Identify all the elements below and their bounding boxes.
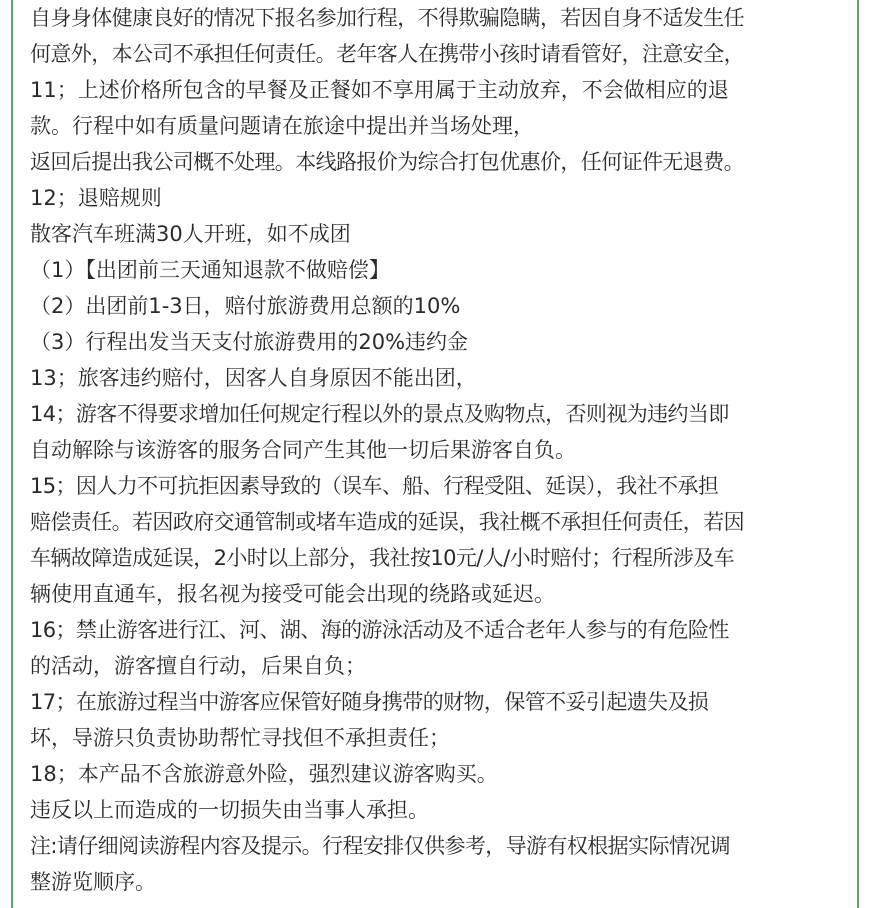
text-line: 12；退赔规则 — [30, 186, 162, 210]
text-line: （3）行程出发当天支付旅游费用的20%违约金 — [30, 330, 469, 354]
text-line: 车辆故障造成延误，2小时以上部分，我社按10元/人/小时赔付；行程所涉及车 — [30, 546, 735, 570]
text-line: 15；因人力不可抗拒因素导致的（误车、船、行程受阻、延误），我社不承担 — [30, 474, 719, 498]
text-line: 11；上述价格所包含的早餐及正餐如不享用属于主动放弃，不会做相应的退 — [30, 78, 729, 102]
text-line: 18；本产品不含旅游意外险，强烈建议游客购买。 — [30, 762, 498, 786]
text-line: 16；禁止游客进行江、河、湖、海的游泳活动及不适合老年人参与的有危险性 — [30, 618, 729, 642]
text-line: 辆使用直通车，报名视为接受可能会出现的绕路或延迟。 — [30, 582, 555, 606]
text-line: 款。行程中如有质量问题请在旅途中提出并当场处理， — [30, 114, 534, 138]
text-line: 注:请仔细阅读游程内容及提示。行程安排仅供参考，导游有权根据实际情况调 — [30, 834, 731, 858]
text-line: 17；在旅游过程当中游客应保管好随身携带的财物，保管不妥引起遗失及损 — [30, 690, 709, 714]
terms-text-block — [30, 0, 848, 900]
text-line: 何意外，本公司不承担任何责任。老年客人在携带小孩时请看管好，注意安全， — [30, 42, 744, 66]
text-line: 自动解除与该游客的服务合同产生其他一切后果游客自负。 — [30, 438, 576, 462]
text-line: 散客汽车班满30人开班，如不成团 — [30, 222, 351, 246]
text-line: 13；旅客违约赔付，因客人自身原因不能出团， — [30, 366, 477, 390]
text-line: （2）出团前1-3日，赔付旅游费用总额的10% — [30, 294, 461, 318]
text-line: 整游览顺序。 — [30, 870, 156, 894]
text-line: 的活动，游客擅自行动，后果自负； — [30, 654, 366, 678]
text-line: 赔偿责任。若因政府交通管制或堵车造成的延误，我社概不承担任何责任，若因 — [30, 510, 744, 534]
text-line: 坏，导游只负责协助帮忙寻找但不承担责任； — [30, 726, 450, 750]
text-line: 自身身体健康良好的情况下报名参加行程，不得欺骗隐瞒，若因自身不适发生任 — [30, 6, 744, 30]
text-line: 返回后提出我公司概不处理。本线路报价为综合打包优惠价，任何证件无退费。 — [30, 150, 744, 174]
text-line: 14；游客不得要求增加任何规定行程以外的景点及购物点，否则视为违约当即 — [30, 402, 729, 426]
text-line: （1）【出团前三天通知退款不做赔偿】 — [30, 258, 390, 282]
text-line: 违反以上而造成的一切损失由当事人承担。 — [30, 798, 429, 822]
